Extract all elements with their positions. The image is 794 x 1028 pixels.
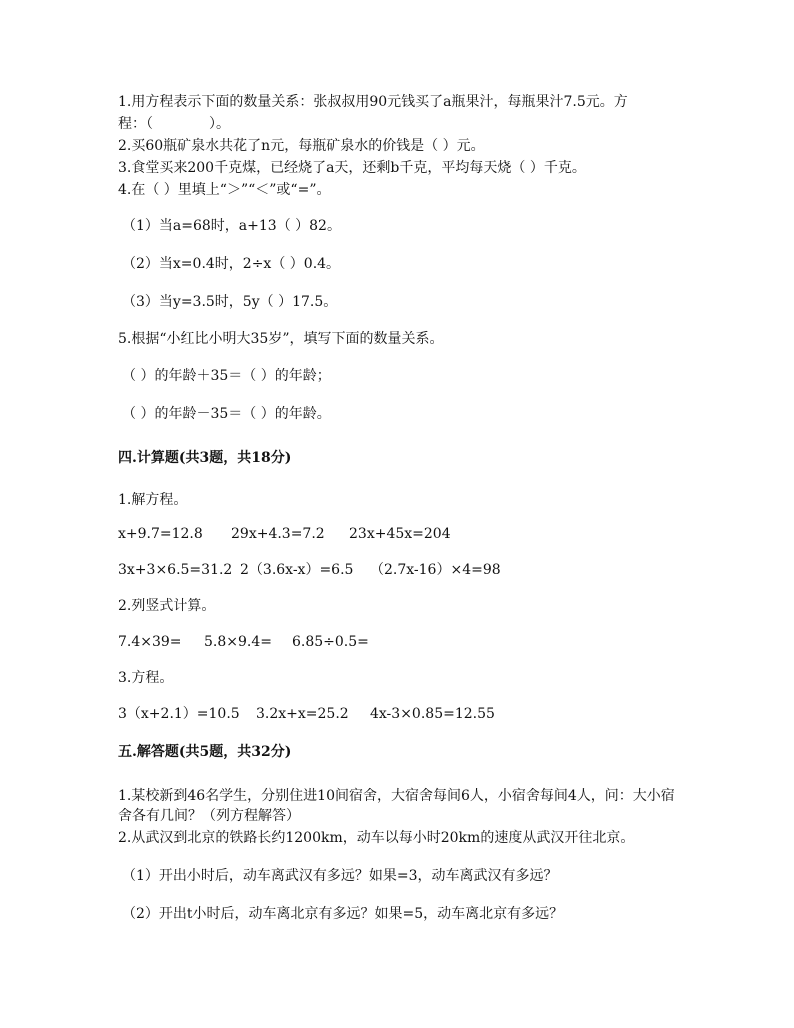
calc-item1: 7.4×39= [118, 634, 182, 650]
q4-sub1: （1）当a=68时，a+13（ ）82。 [122, 218, 341, 234]
calc-item3: 6.85÷0.5= [292, 634, 369, 650]
q3-line: 3.食堂买来200千克煤，已经烧了a天，还剩b千克，平均每天烧（ ）千克。 [118, 160, 586, 176]
eq-row2-item2: 2（3.6x-x）=6.5 [240, 562, 354, 578]
eq-row3-item2: 3.2x+x=25.2 [256, 706, 349, 722]
s5-p2: 2.从武汉到北京的铁路长约1200km，动车以每小时20km的速度从武汉开往北京。 [118, 830, 635, 846]
eq-row1-item2: 29x+4.3=7.2 [231, 526, 325, 542]
s4-p2: 2.列竖式计算。 [118, 598, 216, 614]
s5-p1: 1.某校新到46名学生，分别住进10间宿舍，大宿舍每间6人，小宿舍每间4人，问：大小宿舍各有几间？（列方程解答） [118, 788, 675, 824]
eq-row3-item1: 3（x+2.1）=10.5 [118, 706, 240, 722]
q2-line: 2.买60瓶矿泉水共花了n元，每瓶矿泉水的价钱是（ ）元。 [118, 138, 485, 154]
q5-fill1: （ ）的年龄＋35＝（ ）的年龄； [122, 368, 331, 384]
eq-row1-item1: x+9.7=12.8 [118, 526, 203, 542]
section5-heading: 五.解答题(共5题，共32分) [118, 744, 292, 760]
q4-sub2: （2）当x=0.4时，2÷x（ ）0.4。 [122, 256, 341, 272]
q4-sub3: （3）当y=3.5时，5y（ ）17.5。 [122, 294, 338, 310]
s5-sub2: （2）开出t小时后，动车离北京有多远？如果=5，动车离北京有多远？ [122, 906, 564, 922]
eq-row3-item3: 4x-3×0.85=12.55 [370, 706, 495, 722]
q5-fill2: （ ）的年龄－35＝（ ）的年龄。 [122, 406, 331, 422]
q5-line: 5.根据“小红比小明大35岁”，填写下面的数量关系。 [118, 331, 444, 347]
s4-p1: 1.解方程。 [118, 492, 188, 508]
calc-item2: 5.8×9.4= [204, 634, 272, 650]
s5-sub1: （1）开出小时后，动车离武汉有多远？如果=3，动车离武汉有多远？ [122, 868, 558, 884]
s4-p3: 3.方程。 [118, 670, 174, 686]
q4-line: 4.在（ ）里填上“＞”“＜”或“=”。 [118, 182, 331, 198]
eq-row2-item3: （2.7x-16）×4=98 [370, 562, 501, 578]
section4-heading: 四.计算题(共3题，共18分) [118, 450, 292, 466]
q1-line2: 程：（ ）。 [118, 116, 230, 132]
eq-row2-item1: 3x+3×6.5=31.2 [118, 562, 233, 578]
q1-line1: 1.用方程表示下面的数量关系：张叔叔用90元钱买了a瓶果汁，每瓶果汁7.5元。方 [118, 94, 628, 110]
eq-row1-item3: 23x+45x=204 [349, 526, 451, 542]
